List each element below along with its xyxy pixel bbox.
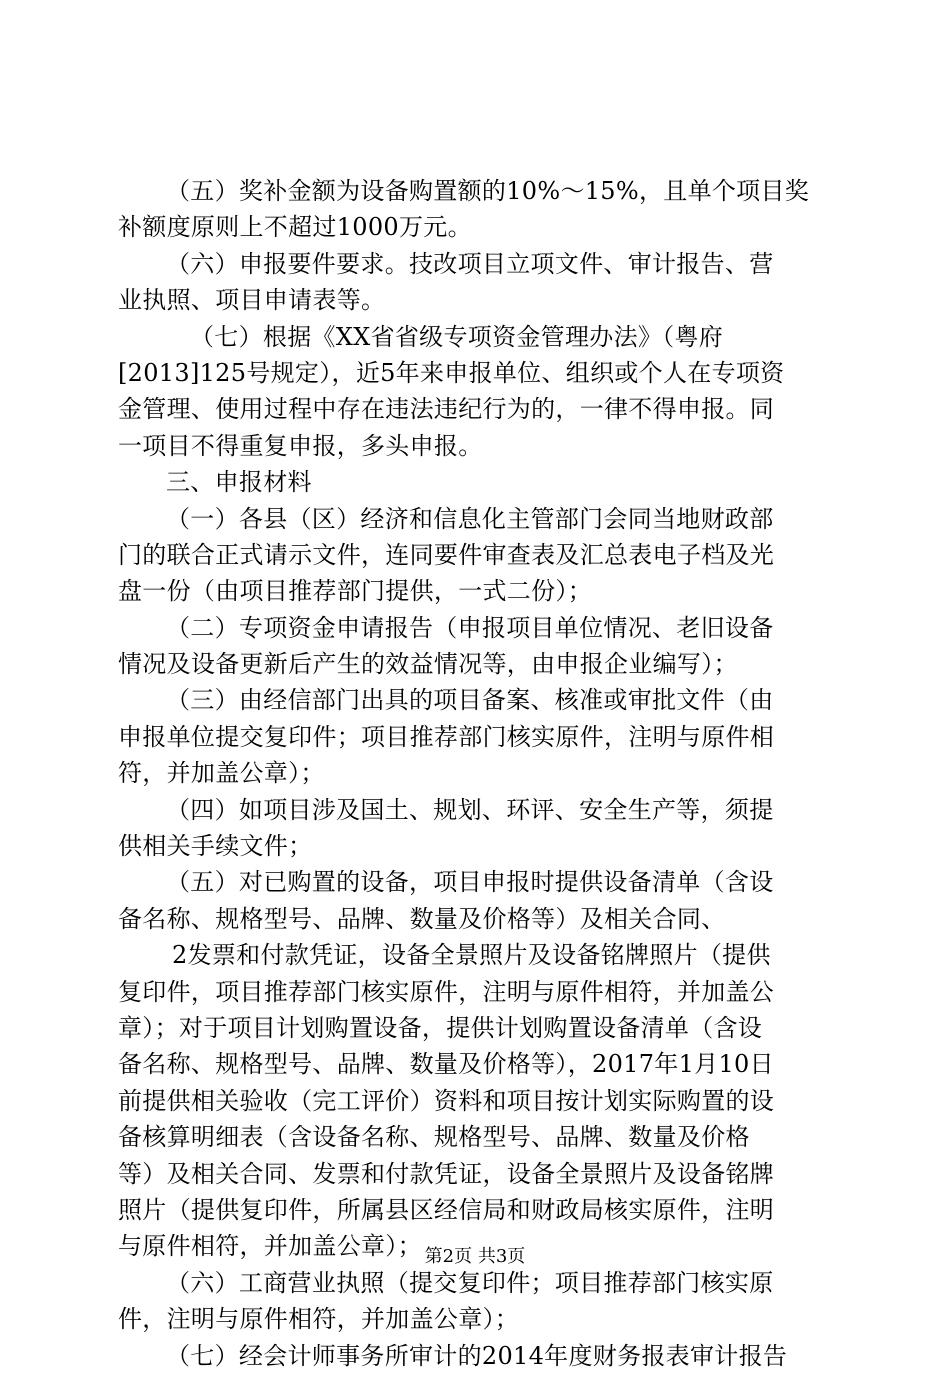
text-line: 件，注明与原件相符，并加盖公章）； <box>118 1305 520 1334</box>
section-heading: 三、申报材料 <box>166 468 312 497</box>
document-body <box>118 173 834 1374</box>
text-line: 盘一份（由项目推荐部门提供，一式二份）； <box>118 577 592 606</box>
text-line: 前提供相关验收（完工评价）资料和项目按计划实际购置的设 <box>118 1086 775 1115</box>
text-line: （二）专项资金申请报告（申报项目单位情况、老旧设备 <box>166 613 774 642</box>
text-line: 供相关手续文件； <box>118 832 313 861</box>
text-line: 备名称、规格型号、品牌、数量及价格等）及相关合同、 <box>118 904 726 933</box>
text-line: 补额度原则上不超过1000万元。 <box>118 213 472 242</box>
text-line: （七）根据《XX省省级专项资金管理办法》（粤府 <box>190 322 724 351</box>
page-number-footer: 第2页 共3页 <box>424 1246 526 1267</box>
text-line: 金管理、使用过程中存在违法违纪行为的，一律不得申报。同 <box>118 395 775 424</box>
text-line: [2013]125号规定），近5年来申报单位、组织或个人在专项资 <box>118 358 785 387</box>
text-line: 与原件相符，并加盖公章）； <box>118 1232 422 1261</box>
text-line: 门的联合正式请示文件，连同要件审查表及汇总表电子档及光 <box>118 540 775 569</box>
text-line: （七）经会计师事务所审计的2014年度财务报表审计报告 <box>166 1341 788 1370</box>
text-line: 照片（提供复印件，所属县区经信局和财政局核实原件，注明 <box>118 1195 775 1224</box>
text-line: 等）及相关合同、发票和付款凭证，设备全景照片及设备铭牌 <box>118 1159 775 1188</box>
text-line: 2发票和付款凭证，设备全景照片及设备铭牌照片（提供 <box>172 941 771 970</box>
text-line: （五）奖补金额为设备购置额的10%～15%，且单个项目奖 <box>166 177 810 205</box>
text-line: 一项目不得重复申报，多头申报。 <box>118 431 483 460</box>
text-line: （一）各县（区）经济和信息化主管部门会同当地财政部 <box>166 504 774 533</box>
text-line: （四）如项目涉及国土、规划、环评、安全生产等，须提 <box>166 795 774 824</box>
text-line: 符，并加盖公章）； <box>118 759 325 788</box>
text-line: 复印件，项目推荐部门核实原件，注明与原件相符，并加盖公 <box>118 977 775 1006</box>
text-line: 章）；对于项目计划购置设备，提供计划购置设备清单（含设 <box>118 1013 763 1042</box>
text-line: 情况及设备更新后产生的效益情况等，由申报企业编写）； <box>118 650 738 679</box>
text-line: 申报单位提交复印件；项目推荐部门核实原件，注明与原件相 <box>118 722 775 751</box>
text-line: 业执照、项目申请表等。 <box>118 286 386 315</box>
text-line: 备核算明细表（含设备名称、规格型号、品牌、数量及价格 <box>118 1123 750 1152</box>
text-line: （六）工商营业执照（提交复印件；项目推荐部门核实原 <box>166 1268 774 1297</box>
text-line: 备名称、规格型号、品牌、数量及价格等），2017年1月10日 <box>118 1050 774 1079</box>
text-line: （三）由经信部门出具的项目备案、核准或审批文件（由 <box>166 686 774 715</box>
text-line: （六）申报要件要求。技改项目立项文件、审计报告、营 <box>166 249 774 278</box>
text-line: （五）对已购置的设备，项目申报时提供设备清单（含设 <box>166 868 774 897</box>
